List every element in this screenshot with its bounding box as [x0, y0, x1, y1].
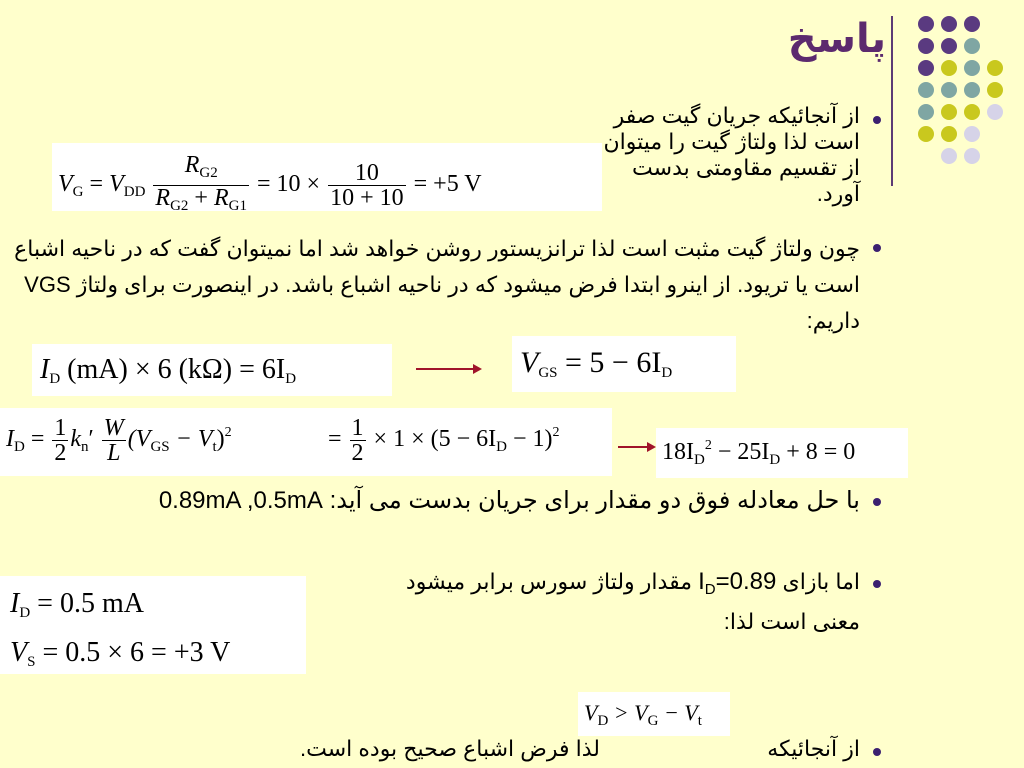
- bullet-marker: [873, 116, 881, 124]
- bullet-marker: [873, 580, 881, 588]
- arrow-icon: [416, 368, 480, 370]
- dot: [987, 104, 1003, 120]
- title-divider: [891, 16, 893, 186]
- bullet-5-text-end: لذا فرض اشباع صحیح بوده است.: [300, 736, 600, 761]
- arrow-icon: [618, 446, 654, 448]
- bullet-3-text: با حل معادله فوق دو مقدار برای جریان بدست می آید: 0.89mA ,0.5mA: [158, 487, 860, 514]
- equation-gate-voltage: $V_G = V_{DD}$ $\frac{R_{G2}}{R_{G2} + R_{G1}}$ = 10 × $\frac{10}{10 + 10}$ = +5 V: [52, 143, 602, 211]
- dot: [964, 38, 980, 54]
- dot: [941, 148, 957, 164]
- dot: [964, 126, 980, 142]
- dot: [964, 104, 980, 120]
- bullet-1-text: از آنجائیکه جریان گیت صفر است لذا ولتاژ گیت را میتوان از تقسیم مقاومتی بدست آورد.: [603, 103, 860, 206]
- dot: [941, 60, 957, 76]
- dot: [941, 104, 957, 120]
- slide-title: پاسخ: [787, 16, 886, 62]
- bullet-5-text-start: از آنجائیکه: [767, 736, 860, 761]
- dot: [941, 126, 957, 142]
- dot: [918, 82, 934, 98]
- dot: [918, 104, 934, 120]
- bullet-4-text: اما بازای $I_D=0.89$ مقدار ولتاژ سورس برابر میشود معنی است لذا:: [405, 568, 860, 634]
- equation-drain-current-relation: $I_D$ (mA) × 6 $(k\Omega) = 6I_D$: [32, 344, 392, 396]
- bullet-marker: [873, 748, 881, 756]
- decorative-dot-grid: [912, 14, 1022, 164]
- equation-drain-condition: $V_D > V_G - V_t$: [578, 692, 730, 736]
- dot: [918, 38, 934, 54]
- dot: [987, 82, 1003, 98]
- equation-vgs: $V_{GS} = 5 - 6I_D$: [512, 336, 736, 392]
- bullet-marker: [873, 498, 881, 506]
- dot: [918, 60, 934, 76]
- bullet-2-text: چون ولتاژ گیت مثبت است لذا ترانزیستور روشن خواهد شد اما نمیتوان گفت که در ناحیه اشباع است یا تریود. از اینرو ابتدا فرض میشود که در ناحیه اشباع باشد. در اینصورت برای ولتاژ VGS داریم:: [14, 236, 860, 333]
- dot: [941, 38, 957, 54]
- dot: [987, 60, 1003, 76]
- dot: [964, 82, 980, 98]
- equation-result: $I_D = 0.5$ mA $V_S = 0.5 \times 6 = +3$ V: [0, 576, 306, 674]
- dot: [964, 148, 980, 164]
- dot: [964, 60, 980, 76]
- bullet-marker: [873, 244, 881, 252]
- equation-quadratic: $18I_D^2 - 25I_D + 8 = 0$: [656, 428, 908, 478]
- dot: [964, 16, 980, 32]
- equation-saturation-current: $I_D$ = $\frac{1}{2}$ $k_n'$ $\frac{W}{L}$ $(V_{GS} - V_t)^2$: [0, 408, 322, 476]
- dot: [941, 16, 957, 32]
- dot: [941, 82, 957, 98]
- equation-saturation-substituted: = $\frac{1}{2}$ × $1 \times (5 - 6I_D - 1)^2$: [322, 408, 612, 476]
- dot: [918, 16, 934, 32]
- dot: [918, 126, 934, 142]
